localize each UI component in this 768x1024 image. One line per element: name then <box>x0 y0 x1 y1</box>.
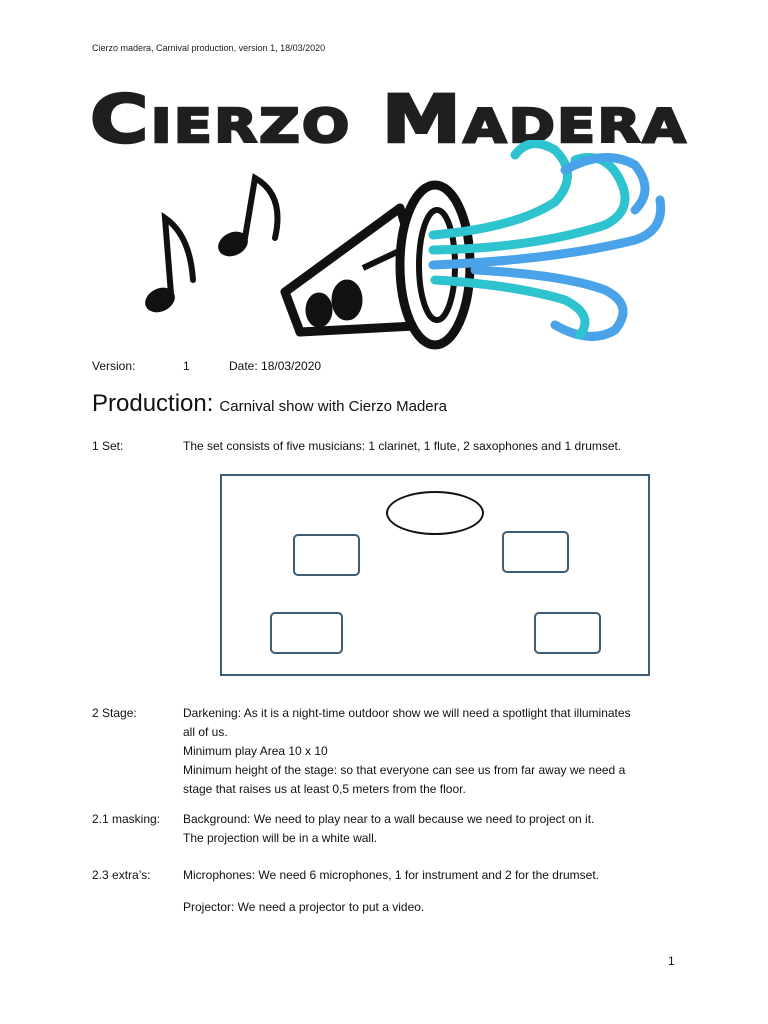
stage-line: stage that raises us at least 0,5 meters from the floor. <box>183 782 466 796</box>
musician-position <box>270 612 343 654</box>
logo-title-text: Cierzo Madera <box>90 81 688 152</box>
extras-projector: Projector: We need a projector to put a video. <box>183 900 425 914</box>
stage-line: Minimum play Area 10 x 10 <box>183 744 328 758</box>
masking-label: 2.1 masking: <box>92 812 161 826</box>
set-text: The set consists of five musicians: 1 clarinet, 1 flute, 2 saxophones and 1 drumset. <box>183 439 622 453</box>
version-label: Version: <box>92 359 136 373</box>
music-note-icon <box>142 218 193 316</box>
stage-line: Minimum height of the stage: so that everyone can see us from far away we need a <box>183 763 626 777</box>
music-note-icon <box>215 178 278 260</box>
masking-text <box>183 810 683 848</box>
stage-text <box>183 704 683 799</box>
musician-position <box>293 534 360 576</box>
masking-line: The projection will be in a white wall. <box>183 831 378 845</box>
production-value: Carnival show with Cierzo Madera <box>219 398 447 415</box>
stage-plan <box>220 474 650 676</box>
extras-label: 2.3 extra’s: <box>92 868 151 882</box>
extras-microphones: Microphones: We need 6 microphones, 1 for instrument and 2 for the drumset. <box>183 868 599 882</box>
stage-line: Darkening: As it is a night-time outdoor show we will need a spotlight that illuminates <box>183 706 631 720</box>
date-label: Date: 18/03/2020 <box>229 359 322 373</box>
running-header: Cierzo madera, Carnival production, version 1, 18/03/2020 <box>92 43 326 53</box>
stage-line: all of us. <box>183 725 228 739</box>
production-label: Production: <box>92 390 214 417</box>
version-value: 1 <box>183 359 190 373</box>
page-number: 1 <box>668 954 675 968</box>
stage-label: 2 Stage: <box>92 706 137 720</box>
masking-line: Background: We need to play near to a wall because we need to project on it. <box>183 812 595 826</box>
logo-illustration <box>135 140 675 350</box>
musician-position <box>534 612 601 654</box>
musician-position <box>502 531 569 573</box>
drumset-position <box>386 491 484 535</box>
set-label: 1 Set: <box>92 439 124 453</box>
production-heading <box>92 390 447 418</box>
